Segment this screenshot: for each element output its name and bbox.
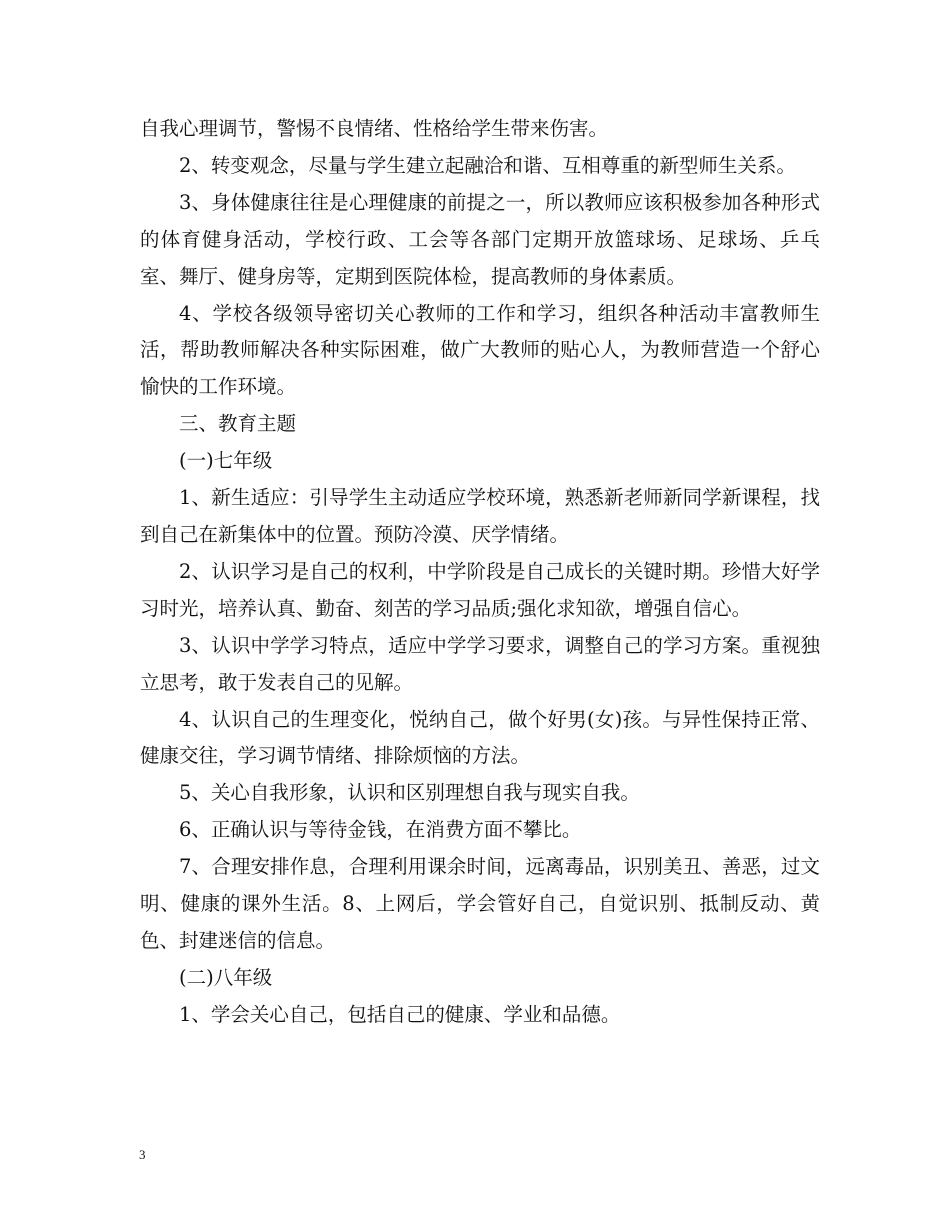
- paragraph-1: 自我心理调节，警惕不良情绪、性格给学生带来伤害。: [140, 117, 609, 140]
- paragraph-12: 6、正确认识与等待金钱，在消费方面不攀比。: [179, 818, 582, 842]
- subsection-heading-grade-seven: (一)七年级: [179, 449, 273, 473]
- paragraph-9: 3、认识中学学习特点，适应中学学习要求，调整自己的学习方案。重视独立思考，敢于发表自己的见解。: [140, 633, 820, 694]
- document-body: [140, 111, 820, 1034]
- paragraph-4: 4、学校各级领导密切关心教师的工作和学习，组织各种活动丰富教师生活，帮助教师解决各种实际困难，做广大教师的贴心人，为教师营造一个舒心愉快的工作环境。: [140, 301, 820, 399]
- paragraph-10: 4、认识自己的生理变化，悦纳自己，做个好男(女)孩。与异性保持正常、健康交往，学习调节情绪、排除烦恼的方法。: [140, 707, 820, 768]
- paragraph-7: 1、新生适应：引导学生主动适应学校环境，熟悉新老师新同学新课程，找到自己在新集体中的位置。预防冷漠、厌学情绪。: [140, 486, 820, 546]
- subsection-heading-grade-eight: (二)八年级: [179, 965, 273, 989]
- page-number: 3: [139, 1147, 146, 1162]
- paragraph-13: 7、合理安排作息，合理利用课余时间，远离毒品，识别美丑、善恶，过文明、健康的课外生活。8、上网后，学会管好自己，自觉识别、抵制反动、黄色、封建迷信的信息。: [140, 855, 820, 952]
- paragraph-15: 1、学会关心自己，包括自己的健康、学业和品德。: [179, 1002, 621, 1026]
- paragraph-3: 3、身体健康往往是心理健康的前提之一，所以教师应该积极参加各种形式的体育健身活动，学校行政、工会等各部门定期开放篮球场、足球场、乒乓室、舞厅、健身房等，定期到医院体检，提高教师的身体素质。: [140, 190, 820, 288]
- paragraph-8: 2、认识学习是自己的权利，中学阶段是自己成长的关键时期。珍惜大好学习时光，培养认真、勤奋、刻苦的学习品质;强化求知欲，增强自信心。: [140, 559, 820, 620]
- paragraph-11: 5、关心自我形象，认识和区别理想自我与现实自我。: [179, 781, 640, 805]
- section-heading-education-theme: 三、教育主题: [179, 412, 297, 436]
- paragraph-2: 2、转变观念，尽量与学生建立起融洽和谐、互相尊重的新型师生关系。: [179, 153, 796, 177]
